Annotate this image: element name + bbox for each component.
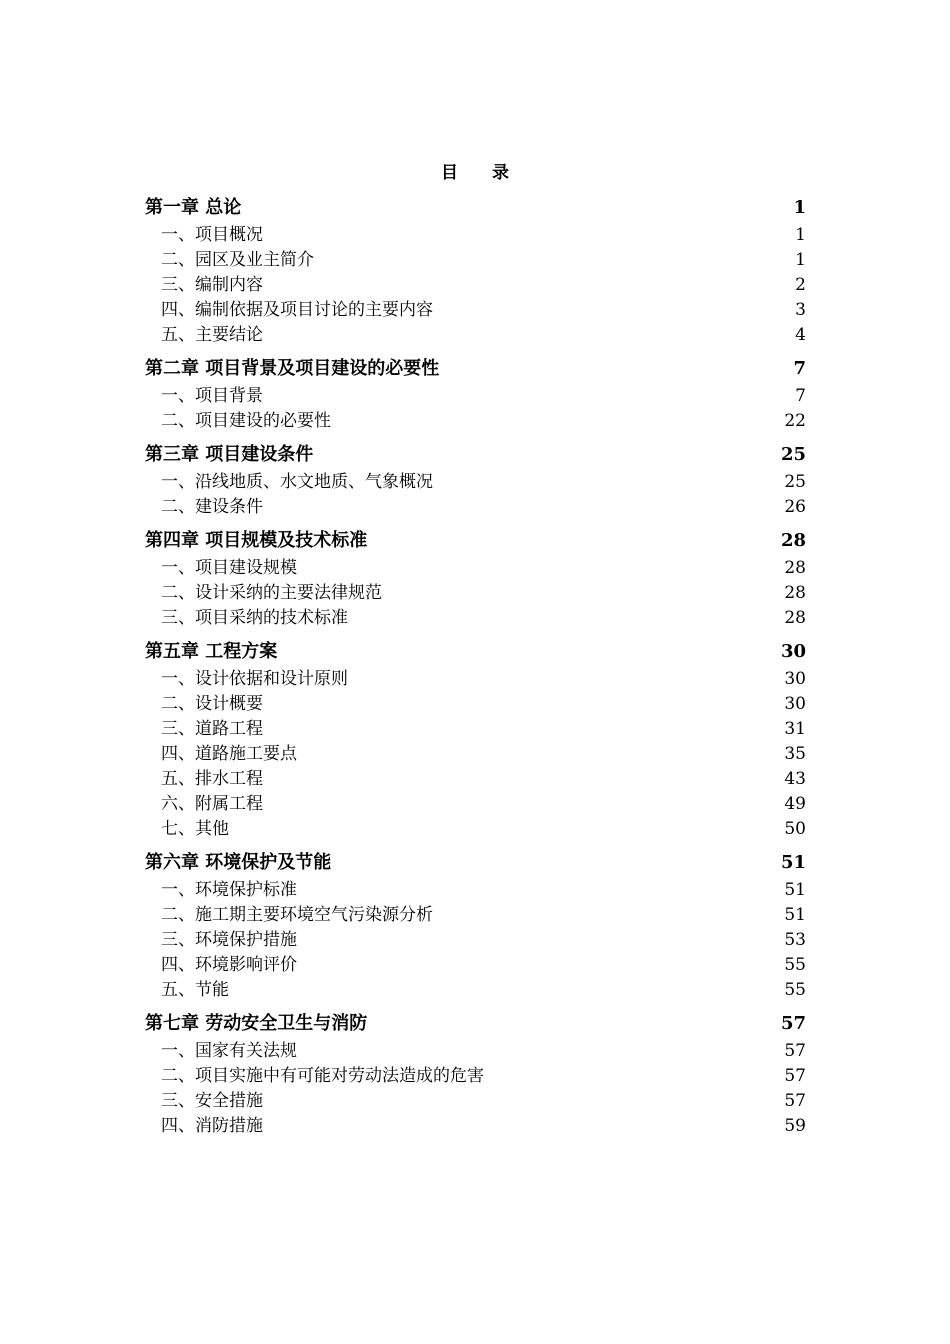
toc-chapter-title: 第四章 项目规模及技术标准 <box>145 530 368 551</box>
toc-page-number: 1 <box>795 250 806 270</box>
toc-section-entry[interactable] <box>145 495 806 520</box>
toc-section-title: 四、环境影响评价 <box>161 955 297 975</box>
toc-chapter <box>145 526 806 631</box>
toc-section-entry[interactable] <box>145 767 806 792</box>
toc-section-entry[interactable] <box>145 928 806 953</box>
toc-chapter-entry[interactable] <box>145 354 806 384</box>
toc-chapter-title: 第七章 劳动安全卫生与消防 <box>145 1013 368 1034</box>
toc-section-title: 四、道路施工要点 <box>161 744 297 764</box>
toc-section-title: 三、编制内容 <box>161 275 263 295</box>
toc-section-entry[interactable] <box>145 581 806 606</box>
toc-section-entry[interactable] <box>145 1064 806 1089</box>
toc-page-number: 43 <box>784 769 806 789</box>
toc-page-number: 4 <box>795 325 806 345</box>
toc-section-entry[interactable] <box>145 223 806 248</box>
toc-page-number: 57 <box>784 1091 806 1111</box>
toc-page-number: 57 <box>780 1013 806 1034</box>
toc-chapter-title: 第六章 环境保护及节能 <box>145 852 332 873</box>
toc-page-number: 31 <box>784 719 806 739</box>
toc-chapter-entry[interactable] <box>145 193 806 223</box>
toc-section-title: 五、排水工程 <box>161 769 263 789</box>
toc-section-entry[interactable] <box>145 667 806 692</box>
toc-page-number: 28 <box>784 583 806 603</box>
toc-section-entry[interactable] <box>145 1089 806 1114</box>
toc-page-number: 3 <box>795 300 806 320</box>
toc-section-entry[interactable] <box>145 878 806 903</box>
toc-page-number: 1 <box>795 225 806 245</box>
toc-section-title: 三、项目采纳的技术标准 <box>161 608 348 628</box>
toc-section-title: 五、节能 <box>161 980 229 1000</box>
toc-page-number: 55 <box>784 955 806 975</box>
toc-page-number: 55 <box>784 980 806 1000</box>
toc-page-number: 30 <box>784 694 806 714</box>
toc-section-title: 一、设计依据和设计原则 <box>161 669 348 689</box>
toc-section-title: 二、园区及业主简介 <box>161 250 314 270</box>
toc-chapter-entry[interactable] <box>145 637 806 667</box>
toc-section-title: 三、道路工程 <box>161 719 263 739</box>
toc-section-entry[interactable] <box>145 1039 806 1064</box>
toc-section-title: 二、设计概要 <box>161 694 263 714</box>
toc-chapter-title: 第五章 工程方案 <box>145 641 278 662</box>
toc-section-title: 三、环境保护措施 <box>161 930 297 950</box>
toc-chapter-title: 第一章 总论 <box>145 197 242 218</box>
toc-section-title: 一、项目建设规模 <box>161 558 297 578</box>
toc-page-number: 2 <box>795 275 806 295</box>
toc-chapter <box>145 1009 806 1139</box>
toc-section-title: 五、主要结论 <box>161 325 263 345</box>
toc-chapter <box>145 193 806 348</box>
toc-page-number: 51 <box>784 880 806 900</box>
toc-chapter <box>145 637 806 842</box>
toc-page-number: 1 <box>793 197 806 218</box>
toc-section-title: 七、其他 <box>161 819 229 839</box>
toc-page-number: 59 <box>784 1116 806 1136</box>
toc-chapter <box>145 848 806 1003</box>
toc-title: 目 录 <box>441 163 523 183</box>
toc-page-number: 26 <box>784 497 806 517</box>
toc-page-number: 49 <box>784 794 806 814</box>
toc-section-title: 二、施工期主要环境空气污染源分析 <box>161 905 433 925</box>
toc-page-number: 51 <box>780 852 806 873</box>
toc-section-title: 六、附属工程 <box>161 794 263 814</box>
toc-chapter-entry[interactable] <box>145 440 806 470</box>
toc-section-entry[interactable] <box>145 606 806 631</box>
toc-chapter-entry[interactable] <box>145 526 806 556</box>
toc-section-entry[interactable] <box>145 717 806 742</box>
toc-section-entry[interactable] <box>145 792 806 817</box>
toc-chapter-title: 第二章 项目背景及项目建设的必要性 <box>145 358 440 379</box>
toc-page-number: 28 <box>784 558 806 578</box>
toc-page-number: 50 <box>784 819 806 839</box>
toc-chapter-title: 第三章 项目建设条件 <box>145 444 314 465</box>
toc-section-title: 二、项目建设的必要性 <box>161 411 331 431</box>
toc-chapter <box>145 440 806 520</box>
toc-section-entry[interactable] <box>145 692 806 717</box>
toc-chapter <box>145 354 806 434</box>
toc-section-title: 二、设计采纳的主要法律规范 <box>161 583 382 603</box>
toc-section-entry[interactable] <box>145 323 806 348</box>
toc-section-entry[interactable] <box>145 273 806 298</box>
toc-section-entry[interactable] <box>145 384 806 409</box>
toc-page-number: 25 <box>784 472 806 492</box>
toc-section-title: 一、项目概况 <box>161 225 263 245</box>
toc-section-entry[interactable] <box>145 470 806 495</box>
toc-section-entry[interactable] <box>145 248 806 273</box>
toc-page-number: 7 <box>795 386 806 406</box>
toc-section-entry[interactable] <box>145 817 806 842</box>
toc-page-number: 30 <box>780 641 806 662</box>
toc-section-title: 二、建设条件 <box>161 497 263 517</box>
toc-section-title: 一、项目背景 <box>161 386 263 406</box>
toc-page-number: 28 <box>780 530 806 551</box>
toc-section-entry[interactable] <box>145 978 806 1003</box>
toc-page-number: 7 <box>793 358 806 379</box>
toc-section-entry[interactable] <box>145 556 806 581</box>
toc-section-entry[interactable] <box>145 742 806 767</box>
toc-section-entry[interactable] <box>145 903 806 928</box>
toc-section-title: 三、安全措施 <box>161 1091 263 1111</box>
toc-chapter-entry[interactable] <box>145 1009 806 1039</box>
toc-section-title: 四、编制依据及项目讨论的主要内容 <box>161 300 433 320</box>
toc-section-title: 一、环境保护标准 <box>161 880 297 900</box>
toc-page-number: 51 <box>784 905 806 925</box>
table-of-contents <box>145 193 806 1145</box>
toc-section-entry[interactable] <box>145 953 806 978</box>
toc-page-number: 30 <box>784 669 806 689</box>
toc-section-title: 一、国家有关法规 <box>161 1041 297 1061</box>
toc-section-entry[interactable] <box>145 1114 806 1139</box>
toc-page-number: 25 <box>780 444 806 465</box>
toc-page-number: 57 <box>784 1066 806 1086</box>
toc-page-number: 22 <box>784 411 806 431</box>
toc-page-number: 35 <box>784 744 806 764</box>
toc-section-entry[interactable] <box>145 298 806 323</box>
toc-page-number: 53 <box>784 930 806 950</box>
toc-page-number: 57 <box>784 1041 806 1061</box>
toc-section-title: 四、消防措施 <box>161 1116 263 1136</box>
toc-section-title: 一、沿线地质、水文地质、气象概况 <box>161 472 433 492</box>
toc-page-number: 28 <box>784 608 806 628</box>
toc-chapter-entry[interactable] <box>145 848 806 878</box>
toc-section-title: 二、项目实施中有可能对劳动法造成的危害 <box>161 1066 484 1086</box>
toc-section-entry[interactable] <box>145 409 806 434</box>
